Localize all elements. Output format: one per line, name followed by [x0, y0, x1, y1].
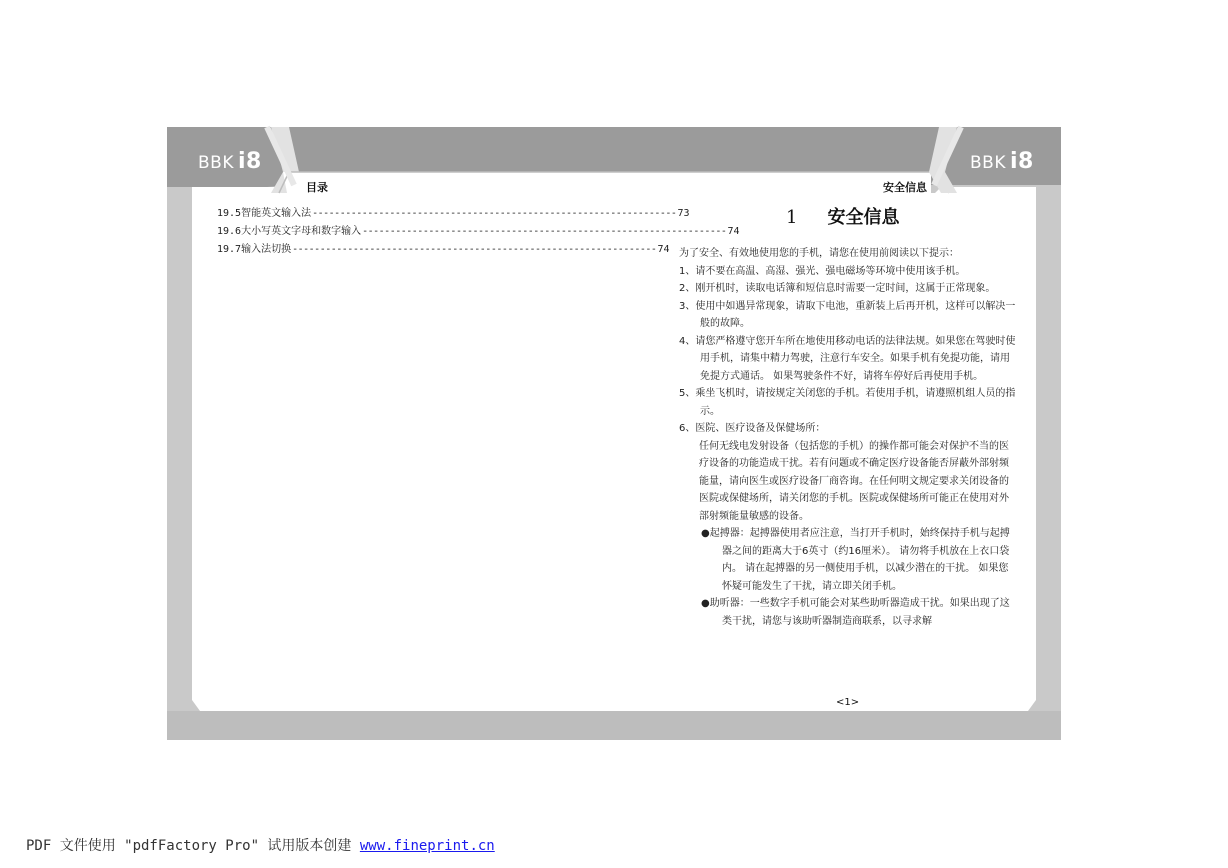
toc-number: 19.6: [217, 226, 242, 237]
list-item: 6、医院、医疗设备及保健场所：: [679, 423, 826, 434]
list-item: 5、乘坐飞机时，请按规定关闭您的手机。若使用手机，请遵照机组人员的指示。: [679, 388, 1016, 417]
pdf-footer: [26, 835, 495, 855]
list-item: 2、刚开机时，读取电话簿和短信息时需要一定时间，这属于正常现象。: [679, 283, 996, 294]
brand-name: BBK: [970, 153, 1006, 173]
toc-entry[interactable]: [217, 205, 690, 223]
toc-title: 智能英文输入法: [241, 208, 312, 219]
list-item: 3、使用中如遇异常现象，请取下电池，重新装上后再开机，这样可以解决一般的故障。: [679, 300, 1016, 329]
toc-number: 19.5: [217, 208, 242, 219]
section-title: 安全信息: [827, 207, 900, 228]
toc-page: 74: [657, 244, 670, 255]
toc-entry[interactable]: [217, 241, 670, 259]
tab-safety-info: 安全信息: [883, 181, 927, 194]
table-of-contents: [217, 205, 740, 259]
brand-logo-right: [970, 149, 1034, 174]
section-heading: [786, 203, 899, 229]
toc-number: 19.7: [217, 244, 242, 255]
toc-title: 输入法切换: [241, 244, 292, 255]
bullet-item: ●助听器：一些数字手机可能会对某些助听器造成干扰。如果出现了这类干扰，请您与该助听器制造商联系，以寻求解: [701, 598, 1010, 627]
safety-text: [679, 245, 1017, 630]
brand-model: i8: [237, 149, 262, 174]
footer-link[interactable]: www.fineprint.cn: [359, 838, 495, 854]
toc-page: 74: [727, 226, 740, 237]
list-item: 4、请您严格遵守您开车所在地使用移动电话的法律法规。如果您在驾驶时使用手机，请集中精力驾驶，注意行车安全。如果手机有免提功能，请用免提方式通话。 如果驾驶条件不好，请将车停好后再使用手机。: [679, 335, 1016, 382]
list-item: 1、请不要在高温、高湿、强光、强电磁场等环境中使用该手机。: [679, 265, 966, 277]
section-number: 1: [786, 207, 798, 228]
footer-text: PDF 文件使用 "pdfFactory Pro" 试用版本创建: [26, 838, 360, 854]
toc-leader: ------------------------------------------------------------------: [292, 244, 657, 255]
toc-leader: ------------------------------------------------------------------: [362, 226, 727, 237]
toc-leader: ------------------------------------------------------------------: [312, 208, 677, 219]
toc-page: 73: [677, 208, 690, 219]
toc-entry[interactable]: [217, 223, 740, 241]
page-number: <1>: [836, 697, 860, 708]
toc-title: 大小写英文字母和数字输入: [241, 226, 362, 237]
tab-contents: 目录: [306, 181, 328, 194]
paragraph: 任何无线电发射设备（包括您的手机）的操作都可能会对保护不当的医疗设备的功能造成干扰。若有问题或不确定医疗设备能否屏蔽外部射频能量，请向医生或医疗设备厂商咨询。在任何明文规定要求关闭设备的医院或保健场所，请关闭您的手机。医院或保健场所可能正在使用对外部射频能量敏感的设备。: [699, 440, 1009, 522]
intro-paragraph: 为了安全、有效地使用您的手机，请您在使用前阅读以下提示：: [679, 248, 959, 259]
brand-model: i8: [1009, 149, 1034, 174]
brand-name: BBK: [198, 153, 234, 173]
brand-logo-left: [198, 149, 262, 174]
bullet-item: ●起搏器：起搏器使用者应注意，当打开手机时，始终保持手机与起搏器之间的距离大于6英寸（约16厘米）。 请勿将手机放在上衣口袋内。 请在起搏器的另一侧使用手机，以减少潜在的干扰。 如果您怀疑可能发生了干扰，请立即关闭手机。: [701, 528, 1010, 592]
